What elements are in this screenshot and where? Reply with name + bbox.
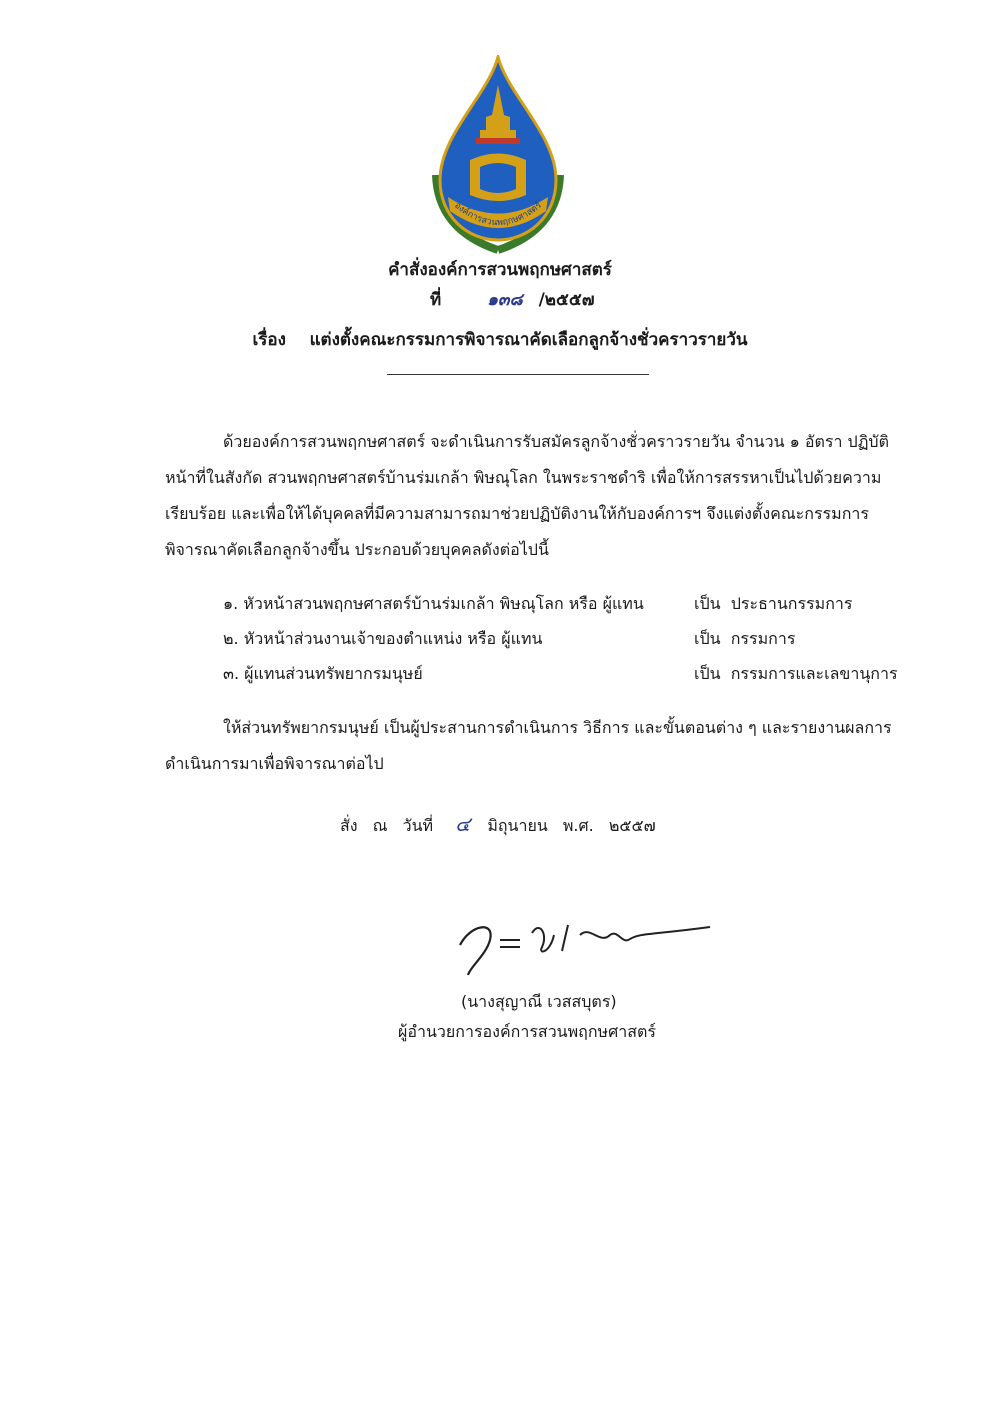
- organization-logo: [428, 55, 568, 255]
- paragraph-line: เรียบร้อย และเพื่อให้ได้บุคคลที่มีความสามารถมาช่วยปฏิบัติงานให้กับองค์การฯ จึงแต่งตั้งคณะกรรมการ: [165, 504, 869, 523]
- paragraph-line: ให้ส่วนทรัพยากรมนุษย์ เป็นผู้ประสานการดำเนินการ วิธีการ และขั้นตอนต่าง ๆ และรายงานผลการ: [223, 718, 892, 737]
- subject-label: เรื่อง: [252, 330, 286, 350]
- member-item: ๑. หัวหน้าสวนพฤกษศาสตร์บ้านร่มเกล้า พิษณุโลก หรือ ผู้แทน: [223, 594, 644, 613]
- order-number: [430, 286, 595, 313]
- order-number-label: ที่: [430, 290, 442, 310]
- signature-image: [450, 905, 720, 980]
- paragraph-line: หน้าที่ในสังกัด สวนพฤกษศาสตร์บ้านร่มเกล้า พิษณุโลก ในพระราชดำริ เพื่อให้การสรรหาเป็นไปด้วยความ: [165, 468, 882, 487]
- svg-text:องค์การสวนพฤกษศาสตร์: องค์การสวนพฤกษศาสตร์: [452, 200, 544, 229]
- subject-text: แต่งตั้งคณะกรรมการพิจารณาคัดเลือกลูกจ้างชั่วคราวรายวัน: [309, 330, 748, 350]
- member-role: เป็น กรรมการและเลขานุการ: [694, 664, 898, 683]
- date-line: สั่ง ณ วันที่ ๔ มิถุนายน พ.ศ. ๒๕๕๗: [340, 812, 656, 836]
- day-handwritten: ๔: [455, 812, 471, 836]
- title-divider: [387, 374, 649, 375]
- signer-position: ผู้อำนวยการองค์การสวนพฤกษศาสตร์: [398, 1022, 656, 1041]
- member-role: เป็น กรรมการ: [694, 629, 796, 648]
- member-item: ๓. ผู้แทนส่วนทรัพยากรมนุษย์: [223, 664, 423, 683]
- paragraph-1: [165, 424, 935, 568]
- paragraph-line: ด้วยองค์การสวนพฤกษศาสตร์ จะดำเนินการรับสมัครลูกจ้างชั่วคราวรายวัน จำนวน ๑ อัตรา ปฏิบัติ: [223, 432, 889, 451]
- order-number-year: /๒๕๕๗: [538, 290, 595, 310]
- signer-name: (นางสุญาณี เวสสบุตร): [461, 992, 617, 1011]
- subject-line: [0, 326, 1000, 353]
- paragraph-2: [165, 710, 935, 782]
- member-item: ๒. หัวหน้าส่วนงานเจ้าของตำแหน่ง หรือ ผู้แทน: [223, 629, 543, 648]
- paragraph-line: พิจารณาคัดเลือกลูกจ้างขึ้น ประกอบด้วยบุคคลดังต่อไปนี้: [165, 540, 549, 559]
- paragraph-line: ดำเนินการมาเพื่อพิจารณาต่อไป: [165, 754, 384, 773]
- order-number-handwritten: ๑๓๘: [487, 290, 523, 310]
- member-role: เป็น ประธานกรรมการ: [694, 594, 853, 613]
- order-title: คำสั่งองค์การสวนพฤกษศาสตร์: [388, 260, 612, 280]
